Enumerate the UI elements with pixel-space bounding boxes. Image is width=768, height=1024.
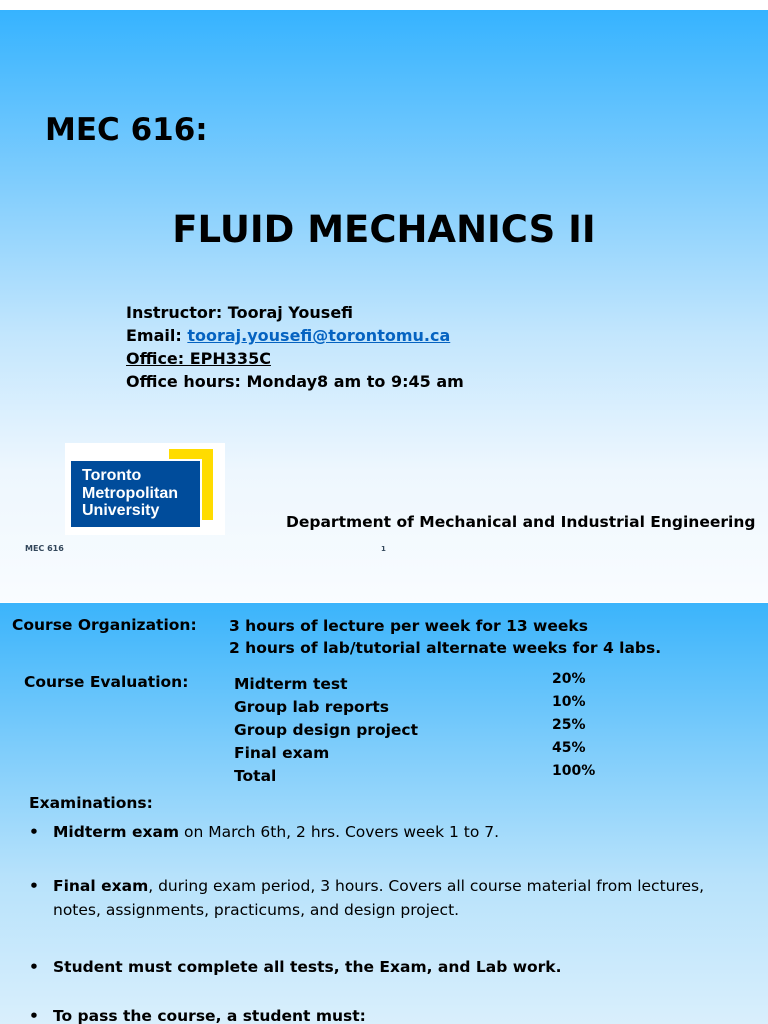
email-line [126, 326, 450, 345]
logo-line-1: Toronto [82, 467, 142, 484]
pass-requirement: To pass the course, a student must: [53, 1007, 366, 1024]
course-title: FLUID MECHANICS II [172, 208, 596, 251]
logo-blue-square [69, 459, 202, 529]
midterm-detail: on March 6th, 2 hrs. Covers week 1 to 7. [179, 823, 500, 841]
midterm-bold: Midterm exam [53, 823, 180, 841]
office-line: Office: EPH335C [126, 349, 271, 368]
evaluation-item: Group design project [234, 721, 419, 739]
final-bold: Final exam [53, 877, 149, 895]
bullet-icon: • [29, 877, 39, 895]
email-label: Email: [126, 326, 188, 345]
bullet-icon: • [29, 823, 39, 841]
organization-label: Course Organization: [12, 616, 197, 634]
logo-line-3: University [82, 502, 160, 519]
bullet-icon: • [29, 958, 39, 976]
office-hours-line: Office hours: Monday8 am to 9:45 am [126, 372, 464, 391]
organization-line-1: 3 hours of lecture per week for 13 weeks [229, 617, 588, 635]
email-link[interactable]: tooraj.yousefi@torontomu.ca [187, 326, 451, 345]
evaluation-weight: 25% [552, 717, 586, 733]
department-name: Department of Mechanical and Industrial Engineering [286, 513, 756, 531]
evaluation-item: Final exam [234, 744, 330, 762]
university-logo [65, 443, 225, 535]
page-number: 1 [381, 545, 386, 553]
course-info-slide [0, 603, 768, 1024]
evaluation-item: Group lab reports [234, 698, 389, 716]
instructor-line: Instructor: Tooraj Yousefi [126, 303, 354, 322]
completion-requirement: Student must complete all tests, the Exam, and Lab work. [53, 958, 562, 976]
logo-wordmark [82, 467, 178, 520]
course-code: MEC 616: [45, 112, 208, 148]
title-slide [0, 10, 768, 602]
final-detail-2: notes, assignments, practicums, and design project. [53, 901, 460, 919]
examinations-heading: Examinations: [29, 794, 153, 812]
evaluation-item: Midterm test [234, 675, 348, 693]
evaluation-weight: 10% [552, 694, 586, 710]
evaluation-label: Course Evaluation: [24, 673, 189, 691]
evaluation-weight: 20% [552, 671, 586, 687]
bullet-icon: • [29, 1007, 39, 1024]
footer-course-code: MEC 616 [25, 544, 64, 553]
logo-line-2: Metropolitan [82, 484, 178, 502]
evaluation-weight: 100% [552, 763, 596, 779]
final-detail-1: , during exam period, 3 hours. Covers all course material from lectures, [148, 877, 705, 895]
evaluation-weight: 45% [552, 740, 586, 756]
organization-line-2: 2 hours of lab/tutorial alternate weeks for 4 labs. [229, 639, 662, 657]
evaluation-item: Total [234, 767, 277, 785]
